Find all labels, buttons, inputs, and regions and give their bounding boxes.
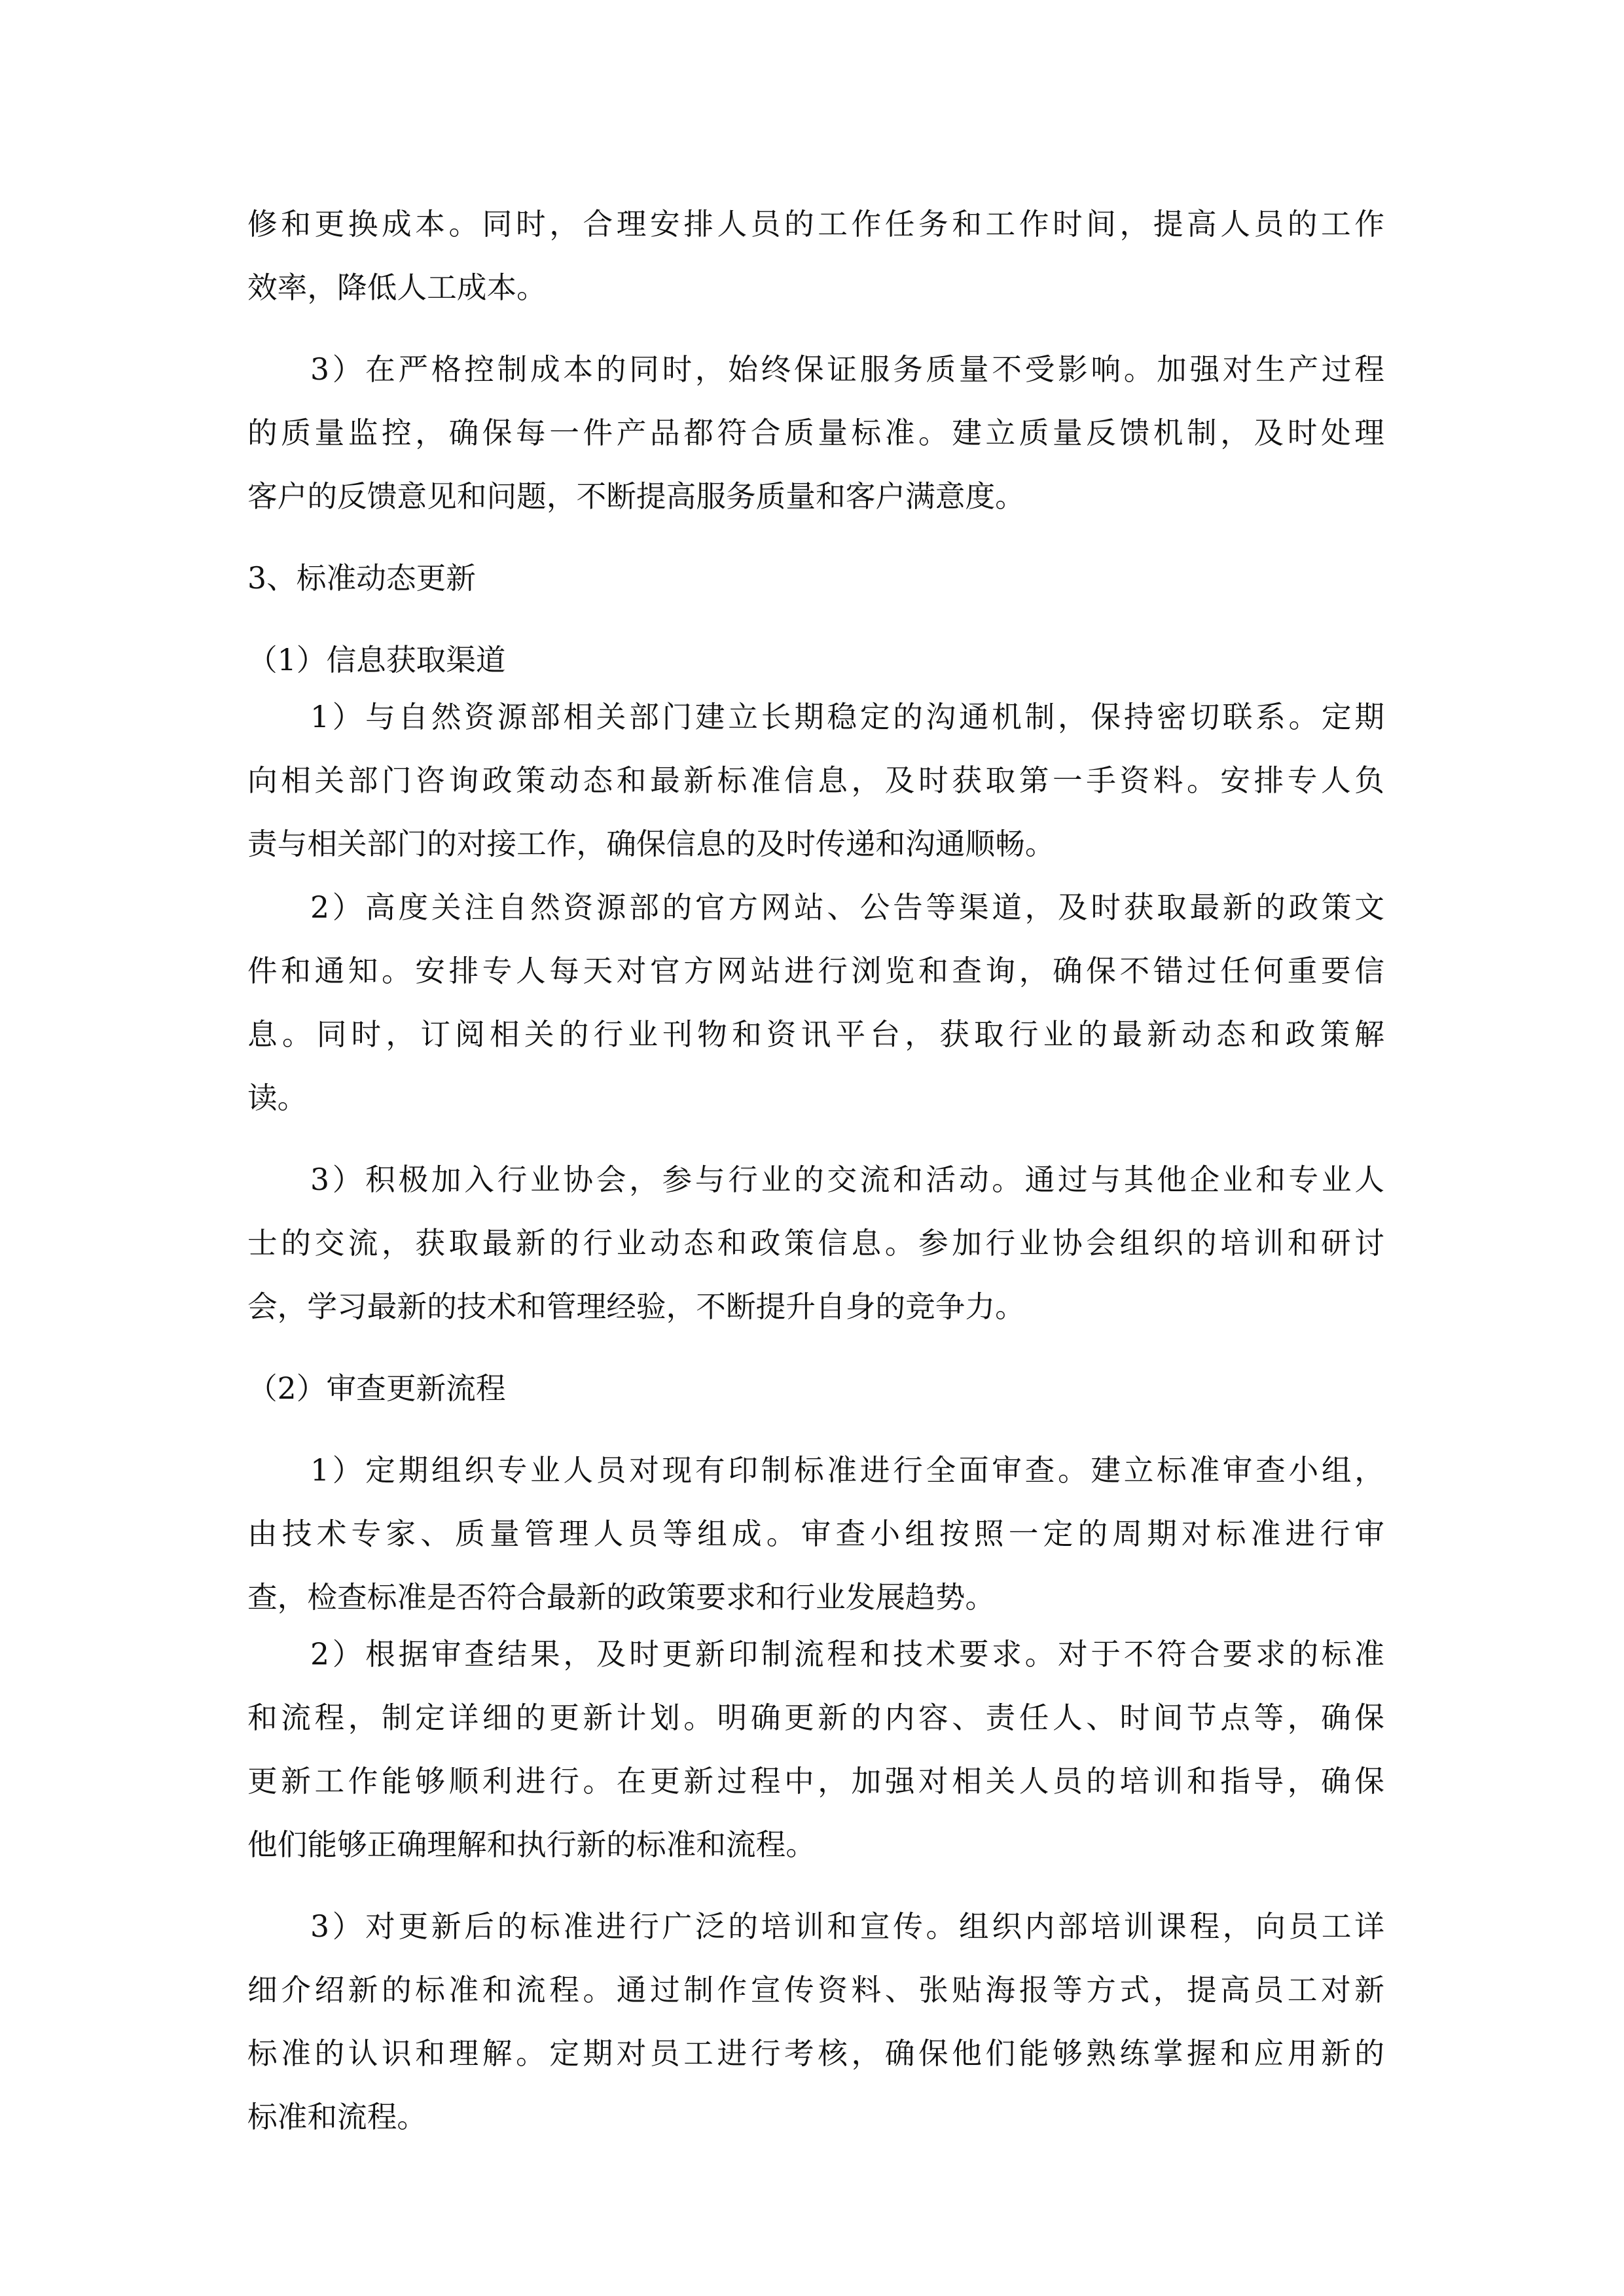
text-line: 1）定期组织专业人员对现有印制标准进行全面审查。建立标准审查小组， [310,1453,1384,1488]
section-heading [247,547,1384,610]
text-line: 更新工作能够顺利进行。在更新过程中，加强对相关人员的培训和指导，确保 [247,1764,1384,1799]
text-line: 由技术专家、质量管理人员等组成。审查小组按照一定的周期对标准进行审 [247,1516,1384,1551]
paragraph [247,338,1384,528]
paragraph [247,1623,1384,1876]
paragraph [247,192,1384,319]
text-line: 会，学习最新的技术和管理经验，不断提升自身的竞争力。 [247,1289,1025,1324]
text-line: 息。同时，订阅相关的行业刊物和资讯平台，获取行业的最新动态和政策解 [247,1017,1384,1052]
text-line: 标准和流程。 [247,2100,427,2134]
text-line: 3、标准动态更新 [247,561,476,596]
document-body [247,192,1384,2149]
text-line: 查，检查标准是否符合最新的政策要求和行业发展趋势。 [247,1580,996,1615]
paragraph [247,1895,1384,2149]
paragraph [247,876,1384,1130]
text-line: 向相关部门咨询政策动态和最新标准信息，及时获取第一手资料。安排专人负 [247,763,1384,798]
text-line: 3）在严格控制成本的同时，始终保证服务质量不受影响。加强对生产过程 [310,352,1384,387]
text-line: （1）信息获取渠道 [247,643,506,677]
text-line: 士的交流，获取最新的行业动态和政策信息。参加行业协会组织的培训和研讨 [247,1226,1384,1261]
paragraph [247,1439,1384,1629]
paragraph [247,1148,1384,1338]
text-line: （2）审查更新流程 [247,1371,506,1406]
text-line: 效率，降低人工成本。 [247,270,547,305]
text-line: 1）与自然资源部相关部门建立长期稳定的沟通机制，保持密切联系。定期 [310,700,1384,734]
subsection-heading [247,628,1384,692]
text-line: 客户的反馈意见和问题，不断提高服务质量和客户满意度。 [247,479,1025,514]
text-line: 他们能够正确理解和执行新的标准和流程。 [247,1827,816,1862]
subsection-heading [247,1357,1384,1420]
text-line: 和流程，制定详细的更新计划。明确更新的内容、责任人、时间节点等，确保 [247,1700,1384,1735]
text-line: 2）根据审查结果，及时更新印制流程和技术要求。对于不符合要求的标准 [310,1637,1384,1672]
text-line: 3）对更新后的标准进行广泛的培训和宣传。组织内部培训课程，向员工详 [310,1909,1384,1944]
text-line: 标准的认识和理解。定期对员工进行考核，确保他们能够熟练掌握和应用新的 [247,2036,1384,2071]
text-line: 修和更换成本。同时，合理安排人员的工作任务和工作时间，提高人员的工作 [247,207,1384,242]
text-line: 责与相关部门的对接工作，确保信息的及时传递和沟通顺畅。 [247,827,1055,861]
text-line: 2）高度关注自然资源部的官方网站、公告等渠道，及时获取最新的政策文 [310,890,1384,925]
text-line: 读。 [247,1081,308,1115]
text-line: 细介绍新的标准和流程。通过制作宣传资料、张贴海报等方式，提高员工对新 [247,1973,1384,2007]
text-line: 3）积极加入行业协会，参与行业的交流和活动。通过与其他企业和专业人 [310,1162,1384,1197]
text-line: 的质量监控，确保每一件产品都符合质量标准。建立质量反馈机制，及时处理 [247,416,1384,450]
paragraph [247,685,1384,876]
text-line: 件和通知。安排专人每天对官方网站进行浏览和查询，确保不错过任何重要信 [247,954,1384,988]
